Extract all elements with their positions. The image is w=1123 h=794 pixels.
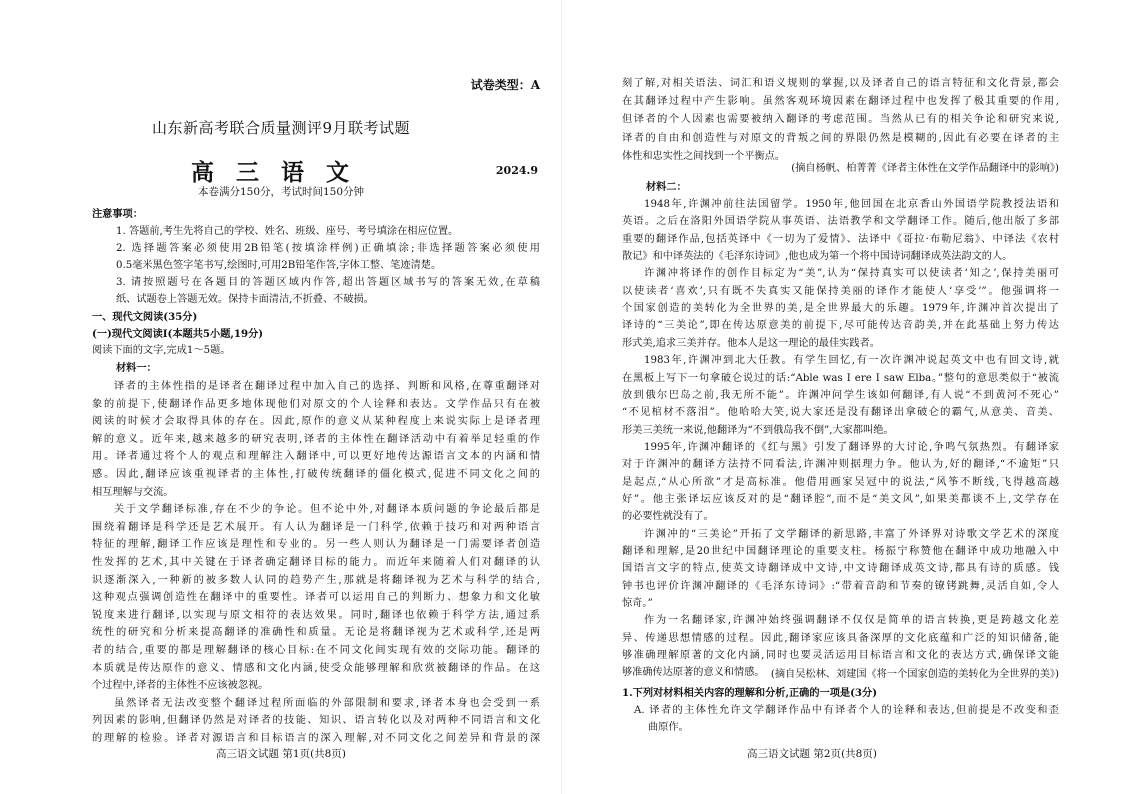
text-line: 在其翻译过程中产生影响。虽然客观环境因素在翻译过程中也发挥了极其重要的作用, [622,96,1059,108]
text-line: 放到俄尔巴岛之前,我无所不能”。许渊冲问学生该如何翻译,有人说“不到黄河不死心” [622,389,1059,401]
text-line: 相互理解与交流。 [92,486,174,498]
notice-heading: 注意事项： [92,208,143,220]
text-line: 惊奇。” [622,598,653,610]
section-heading: 一、现代文阅读(35分) [92,311,198,323]
text-line: 散记》和中译英法的《毛泽东诗词》,他也成为第一个将中国诗词翻译成英法韵文的人。 [622,251,1013,263]
text-line: 象的前提下,使翻译作品更多地体现他们对原文的个人诠释和表达。文学作品只有在被 [92,398,540,410]
text-line: 英语。之后在洛阳外国语学院从事英语、法语教学和文学翻译工作。随后,他出版了多部 [622,216,1059,228]
text-line: 这种观点强调创造性在翻译中的重要性。译者可以运用自己的判断力、想象力和文化敏 [92,592,540,604]
text-line: 国语言文字的特点,使英文诗翻译成中文诗,中文诗翻译成英文诗,都具有诗的质感。钱 [622,563,1059,575]
text-line: 围绕着翻译是科学还是艺术展开。有人认为翻译是一门科学,依赖于技巧和对两种语言 [92,521,540,533]
text-line: 列因素的影响,但翻译仍然是对译者的技能、知识、语言转化以及对两种不同语言和文化 [92,715,540,727]
notice-item: 3. 请按照题号在各题目的答题区域内作答,超出答题区域书写的答案无效,在草稿 [116,277,540,288]
text-line: 性发挥的艺术,其中关键在于译者确定翻译目标的能力。而近年来随着人们对翻译的认 [92,557,540,568]
subsection-heading: (一)现代文阅读Ⅰ(本题共5小题,19分) [92,328,264,340]
page-footer: 高三语文试题 第1页(共8页) [216,748,346,760]
text-line: 个过程中,译者的主体性不应该被忽视。 [92,680,269,692]
paper-type-label: 试卷类型：A [470,78,540,92]
option-a-cont: 曲原作。 [648,722,689,733]
notice-item: 1. 答题前,考生先将自己的学校、姓名、班级、座号、考号填涂在相应位置。 [116,226,459,237]
text-line: 体性和忠实性之间找到一个平衡点。 [622,150,785,162]
text-line: 统性的研究和分析来提高翻译的准确性和质量。无论是将翻译视为艺术或科学,还是两 [92,627,540,639]
text-line: 形式美,追求三美并存。他本人是这一理论的最佳实践者。 [622,337,880,349]
text-line: 刻了解,对相关语法、词汇和语义规则的掌握,以及译者自己的语言特征和文化背景,都会 [622,78,1059,89]
text-line: 但译者的个人因素也需要被纳入翻译的考虑范围。当然从已有的相关争论和研究来说, [622,114,1059,126]
text-line: 解的意义。近年来,越来越多的研究表明,译者的主体性在翻译活动中有着举足轻重的作 [92,433,540,445]
text-line: 阅读的时候才会取得具体的存在。因此,原作的意义从某种程度上来说实际上是译者理 [92,416,540,428]
text-line: 译者的自由和创造性与对原文的背叛之间的界限仍然是模糊的,因此有必要在译者的主 [622,132,1059,144]
text-line: 翻译和理解,是20世纪中国翻译理论的重要支柱。杨振宁称赞他在翻译中成功地融入中 [622,546,1059,557]
text-line: 个国家创造的美转化为全世界的美,是全世界最大的乐趣。1979年,许渊冲首次提出了 [622,303,1059,315]
page-footer: 高三语文试题 第2页(共8页) [747,748,877,760]
text-line: 虽然译者无法改变整个翻译过程所面临的外部限制和要求,译者本身也会受到一系 [114,697,540,709]
text-line: 用。译者通过将个人的观点和理解注入翻译中,可以更好地传达源语言文本的内涵和情 [92,451,540,463]
source-citation: (摘自吴松林、刘建国《将一个国家创造的美转化为全世界的美》) [770,669,1059,680]
text-line: 对于许渊冲的翻译方法持不同看法,许渊冲则据理力争。他认为,好的翻译,“不逾矩”只 [622,459,1059,471]
text-line: 是起点,“从心所欲”才是高标准。他借用画家吴冠中的说法,“风筝不断线,飞得越高越 [622,476,1059,488]
text-line: 关于文学翻译标准,存在不少的争论。但不论中外,对翻译本质问题的争论最后都是 [114,504,540,516]
text-line: “不见棺材不落泪”。他哈哈大笑,说大家还是没有翻译出拿破仑的霸气,从意美、音美、 [622,407,1059,419]
score-time-line: 本卷满分150分，考试时间150分钟 [197,186,365,198]
text-line: 好”。他主张译坛应该反对的是“翻译腔”,而不是“美文风”,如果美都谈不上,文学存在 [622,493,1059,505]
text-line: 够准确传达原著的意义和情感。 [622,667,765,679]
exam-title: 山东新高考联合质量测评9月联考试题 [151,119,411,137]
text-line: 作为一名翻译家,许渊冲始终强调翻译不仅仅是简单的语言转换,更是跨越文化差 [644,615,1059,627]
text-line: 够准确理解原著的文化内涵,同时也要灵活运用目标语言和文化的表达方式,确保译文能 [622,650,1059,662]
text-line: 重要的翻译作品,包括英译中《一切为了爱情》、法译中《哥拉·布勒尼翁》、中译法《农村 [622,233,1059,245]
text-line: 1995年,许渊冲翻译的《红与黑》引发了翻译界的大讨论,争鸣气氛热烈。有翻译家 [644,441,1059,453]
text-line: 识逐渐深入,一种新的被多数人认同的趋势产生,那就是将翻译视为艺术与科学的结合, [92,574,540,586]
text-line: 许渊冲将译作的创作目标定为“美”,认为“保持真实可以使读者‘知之’,保持美丽可 [644,268,1059,280]
material-label: 材料一： [116,362,157,374]
text-line: 的必要性就没有了。 [622,511,714,523]
subject-title: 高三语文 [191,159,371,186]
text-line: 异、传递思想情感的过程。因此,翻译家应该具备深厚的文化底蕴和广泛的知识储备,能 [622,632,1059,644]
text-line: 1948年,许渊冲前往法国留学。1950年,他回国在北京香山外国语学院教授法语和 [644,199,1059,210]
material-label: 材料二： [646,181,687,193]
text-line: 1983年,许渊冲到北大任教。有学生回忆,有一次许渊冲说起英文中也有回文诗,就 [644,355,1059,367]
text-line: 特征的理解,翻译工作应该是理性和专业的。另一些人则认为翻译是一门需要译者创造 [92,539,540,551]
text-line: 译者的主体性指的是译者在翻译过程中加入自己的选择、判断和风格,在尊重翻译对 [114,381,540,392]
text-line: 形美三美统一来说,他翻译为“不到俄岛我不倒”,大家都叫绝。 [622,424,894,436]
exam-date: 2024.9 [495,164,538,177]
text-line: 者的结合,重要的都是理解翻译的核心目标:在不同文化间实现有效的交际功能。翻译的 [92,645,540,656]
text-line: 本质就是传达原作的意义、情感和文化内涵,使受众能够理解和欣赏被翻译的作品。在这 [92,662,540,674]
page-right [562,0,1123,794]
question-1: 1.下列对材料相关内容的理解和分析,正确的一项是(3分) [622,687,878,699]
text-line: 在黑板上写下一句拿破仑说过的话:“Able was I ere I saw Elba。”整句的意思类似于“被流 [622,372,1059,384]
text-line: 译诗的“三美论”,即在传达原意美的前提下,尽可能传达音韵美,并在此基础上努力传达 [622,320,1059,332]
reading-instruction: 阅读下面的文字,完成1～5题。 [92,345,231,356]
text-line: 以使读者‘喜欢’,只有既不失真实又能保持美丽的译作才能使人‘享受’”。他强调将一 [622,285,1059,297]
option-a: A. 译者的主体性允许文学翻译作品中有译者个人的诠释和表达,但前提是不改变和歪 [634,705,1059,716]
text-line: 许渊冲的“三美论”开拓了文学翻译的新思路,丰富了外译界对诗歌文学艺术的深度 [644,528,1059,540]
notice-item: 0.5毫米黑色签字笔书写,绘图时,可用2B铅笔作答,字体工整、笔迹清楚。 [116,260,442,271]
notice-item: 纸、试题卷上答题无效。保持卡面清洁,不折叠、不破损。 [116,294,374,305]
text-line: 感。因此,翻译应该重视译者的主体性,打破传统翻译的僵化模式,促进不同文化之间的 [92,469,540,480]
source-citation: (摘自杨帆、柏菁菁《译者主体性在文学作品翻译中的影响》) [791,163,1059,174]
text-line: 的理解的检验。译者对源语言和目标语言的深入理解,对不同文化之间差异和背景的深 [92,733,540,744]
text-line: 锐度来进行翻译,以实现与原文相符的表达效果。同时,翻译也依赖于科学方法,通过系 [92,609,540,621]
notice-item: 2. 选择题答案必须使用2B铅笔(按填涂样例)正确填涂;非选择题答案必须使用 [116,243,540,254]
text-line: 钟书也评价许渊冲翻译的《毛泽东诗词》:“带着音韵和节奏的镣铐跳舞,灵活自如,令人 [622,580,1059,592]
